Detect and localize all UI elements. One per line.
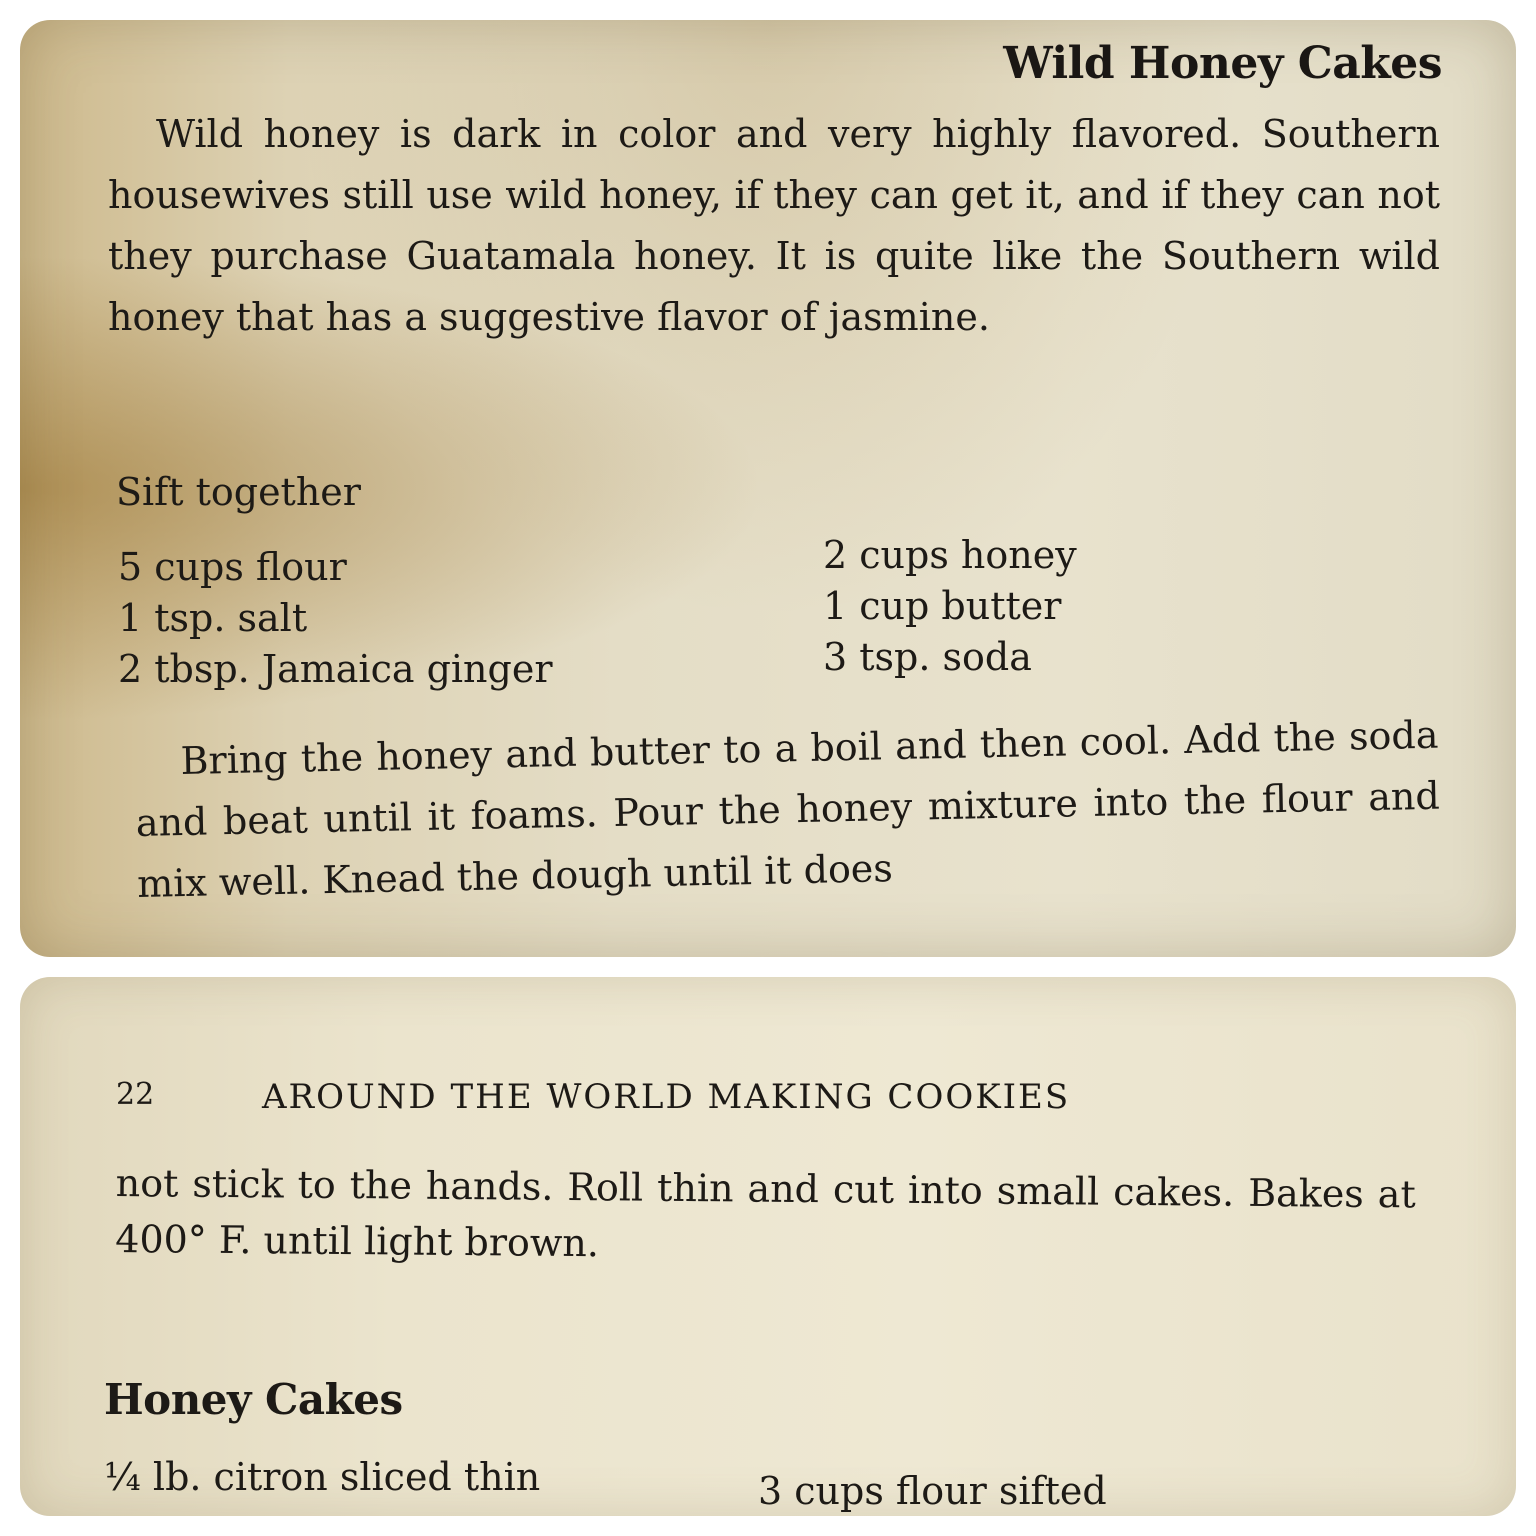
- page-number: 22: [116, 1077, 155, 1112]
- next-recipe-title: Honey Cakes: [104, 1375, 403, 1424]
- ingredient-item: 1 tsp. salt: [118, 596, 308, 640]
- running-head: AROUND THE WORLD MAKING COOKIES: [262, 1077, 1071, 1117]
- method-paragraph: Bring the honey and butter to a boil and then cool. Add the soda and beat until it foams. Pour the honey mixture into the flour and mix well. Knead the dough until it does: [135, 712, 1441, 906]
- upper-page-photo: [20, 20, 1516, 957]
- next-ingredient-left: ¼ lb. citron sliced thin: [104, 1455, 541, 1499]
- sift-heading: Sift together: [116, 470, 361, 514]
- ingredient-item: 5 cups flour: [118, 545, 347, 589]
- ingredient-item: 1 cup butter: [823, 584, 1062, 628]
- ingredient-item: 3 tsp. soda: [823, 635, 1032, 679]
- lower-page-photo: [20, 977, 1516, 1516]
- ingredient-item: 2 tbsp. Jamaica ginger: [118, 647, 553, 691]
- ingredient-list-right: [823, 530, 1077, 683]
- ingredient-list-left: [118, 542, 553, 695]
- intro-paragraph: Wild honey is dark in color and very highly flavored. Southern housewives still use wild honey, if they can get it, and if they can not they purchase Guatamala honey. It is quite like the Southern wild honey that has a suggestive flavor of jasmine.: [108, 112, 1440, 339]
- recipe-title: Wild Honey Cakes: [1003, 38, 1442, 89]
- continuation-paragraph: not stick to the hands. Roll thin and cut into small cakes. Bakes at 400° F. until light brown.: [115, 1160, 1416, 1266]
- next-ingredient-right: 3 cups flour sifted: [758, 1469, 1107, 1513]
- ingredient-item: 2 cups honey: [823, 533, 1077, 577]
